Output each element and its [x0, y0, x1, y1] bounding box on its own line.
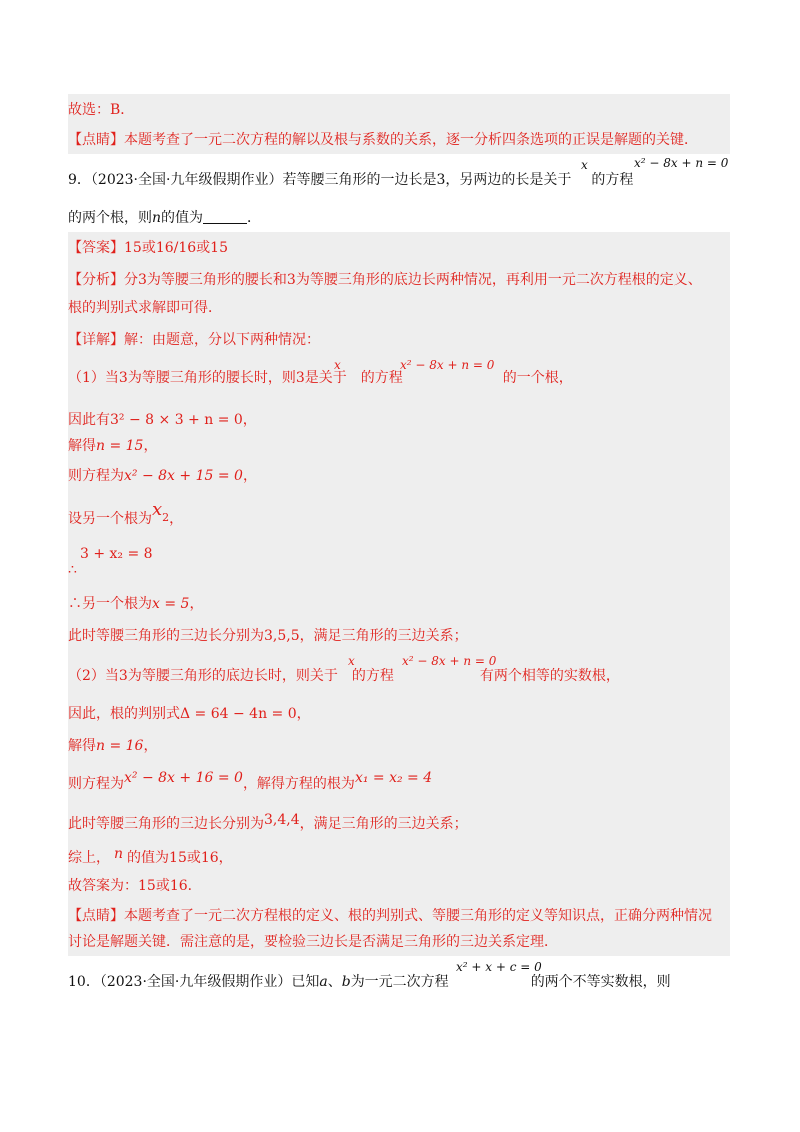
final-answer: 故答案为：15或16． — [68, 878, 202, 894]
q9-answer — [68, 238, 228, 258]
punct: ， — [189, 596, 204, 612]
case-text: （1）当3为等腰三角形的腰长时，则3是关于 — [68, 370, 347, 386]
analysis-tag: 【分析】 — [68, 272, 124, 288]
punct: ， — [242, 468, 257, 484]
step-label: 此时等腰三角形的三边长分别为 — [68, 816, 264, 832]
punct: ， — [143, 738, 158, 754]
therefore-symbol: ∴ — [68, 596, 82, 612]
stem-text: 的两个根，则 — [68, 210, 152, 226]
var-n: n — [152, 210, 162, 226]
var-a: a — [319, 974, 328, 990]
comment-tag: 【点睛】 — [68, 132, 124, 148]
q9-other-root — [68, 499, 184, 530]
q9-case1 — [68, 368, 573, 388]
q9-eqis2 — [68, 770, 433, 794]
var-b: b — [341, 974, 351, 990]
q9-analysis-2 — [68, 298, 222, 318]
step-label: 因此，根的判别式 — [68, 706, 180, 722]
step-label: ，满足三角形的三边关系； — [299, 628, 468, 644]
q9-root — [68, 594, 203, 614]
q9-summary — [68, 848, 233, 868]
sides1: 3,5,5 — [264, 628, 300, 644]
q9-analysis-1 — [68, 270, 702, 290]
analysis-text: 根的判别式求解即可得． — [68, 300, 222, 316]
stem-text: 的方程 — [591, 172, 634, 188]
case-text: 的方程 — [360, 370, 403, 386]
q9-solve2 — [68, 736, 157, 756]
eq-sum: 3 + x₂ = 8 — [80, 546, 153, 562]
q9-comment-2 — [68, 932, 558, 952]
punct: ， — [296, 706, 311, 722]
step-label: 设另一个根为 — [68, 511, 152, 527]
case-text: 的一个根， — [502, 370, 573, 386]
q9-var-x: x — [581, 158, 588, 172]
q9-final — [68, 876, 202, 896]
step-label: 解得 — [68, 438, 96, 454]
answer-tag: 【答案】 — [68, 240, 124, 256]
eq-x2-sub: 2 — [162, 511, 170, 524]
q8-choice — [68, 100, 134, 120]
case-text: 的方程 — [351, 668, 394, 684]
answer-text: 15或16/16或15 — [124, 240, 228, 256]
q8-comment — [68, 130, 698, 150]
comment-tag: 【点睛】 — [68, 908, 124, 924]
question-source: （2023·全国·九年级假期作业） — [99, 974, 292, 990]
case-text: 有两个相等的实数根， — [479, 668, 620, 684]
question-number: 10． — [68, 974, 100, 990]
q9-solve1 — [68, 436, 157, 456]
q10-equation: x² + x + c = 0 — [456, 960, 542, 974]
summary-text: 的值为15或16， — [127, 850, 233, 866]
q9-therefore1 — [68, 560, 77, 580]
q9-stem-line2 — [68, 208, 261, 228]
q10-stem — [68, 972, 671, 992]
q9-equation: x² − 8x + n = 0 — [634, 156, 729, 170]
analysis-text: 分3为等腰三角形的腰长和3为等腰三角形的底边长两种情况，再利用一元二次方程根的定义、 — [124, 272, 702, 288]
var-n: n — [114, 846, 124, 862]
detail-tag: 【详解】 — [68, 332, 124, 348]
eq-eqis2: x² − 8x + 16 = 0 — [124, 770, 243, 786]
q9-eqis1 — [68, 466, 257, 486]
eq-hence: 3² − 8 × 3 + n = 0 — [110, 412, 243, 428]
eq-solve2: n = 16 — [96, 738, 144, 754]
step-label: 则方程为 — [68, 468, 124, 484]
punct: ， — [143, 438, 158, 454]
punct: ， — [242, 412, 257, 428]
question-number: 9． — [68, 172, 91, 188]
eq-x2: x — [152, 499, 163, 520]
eq-disc: Δ = 64 − 4n = 0 — [180, 706, 297, 722]
q9-stem-line1 — [68, 170, 633, 190]
eq-solve1: n = 15 — [96, 438, 144, 454]
q9-sides2 — [68, 814, 468, 834]
case-text: （2）当3为等腰三角形的底边长时，则关于 — [68, 668, 338, 684]
q9-case2 — [68, 666, 620, 686]
stem-text: ． — [247, 210, 262, 226]
step-label: ，解得方程的根为 — [242, 776, 355, 792]
step-label: ，满足三角形的三边关系； — [299, 816, 468, 832]
stem-text: 已知 — [291, 974, 320, 990]
eq-roots: x₁ = x₂ = 4 — [354, 770, 433, 786]
q8-choice-text: 故选：B． — [68, 102, 135, 118]
step-label: 另一个根为 — [82, 596, 152, 612]
stem-text: 的两个不等实数根，则 — [530, 974, 671, 990]
c2-var-x: x — [348, 654, 355, 668]
punct: 、 — [327, 974, 342, 990]
q9-sum — [80, 544, 153, 564]
stem-text: 的值为 — [161, 210, 204, 226]
answer-blank[interactable] — [203, 209, 247, 224]
eq-eqis1: x² − 8x + 15 = 0 — [124, 468, 243, 484]
detail-text: 解：由题意，分以下两种情况： — [124, 332, 320, 348]
eq-root: x = 5 — [152, 596, 190, 612]
stem-text: 若等腰三角形的一边长是3，另两边的长是关于 — [282, 172, 572, 188]
q9-sides1 — [68, 626, 468, 646]
comment-text: 讨论是解题关键．需注意的是，要检验三边长是否满足三角形的三边关系定理． — [68, 934, 558, 950]
therefore-symbol: ∴ — [68, 562, 77, 578]
question-source: （2023·全国·九年级假期作业） — [90, 172, 283, 188]
q9-detail-intro — [68, 330, 320, 350]
q9-hence — [68, 410, 257, 430]
summary-text: 综上， — [68, 850, 110, 866]
step-label: 解得 — [68, 738, 96, 754]
c1-equation: x² − 8x + n = 0 — [400, 358, 495, 372]
c1-var-x: x — [334, 358, 341, 372]
sides2: 3,4,4 — [264, 812, 300, 828]
step-label: 此时等腰三角形的三边长分别为 — [68, 628, 264, 644]
comment-text: 本题考查了一元二次方程根的定义、根的判别式、等腰三角形的定义等知识点，正确分两种情况 — [124, 908, 712, 924]
step-label: 则方程为 — [68, 776, 124, 792]
punct: ， — [169, 511, 184, 527]
step-label: 因此有 — [68, 412, 110, 428]
comment-text: 本题考查了一元二次方程的解以及根与系数的关系，逐一分析四条选项的正误是解题的关键． — [124, 132, 698, 148]
c2-equation: x² − 8x + n = 0 — [402, 654, 497, 668]
q9-comment-1 — [68, 906, 712, 926]
stem-text: 为一元二次方程 — [350, 974, 449, 990]
q9-disc — [68, 704, 311, 724]
